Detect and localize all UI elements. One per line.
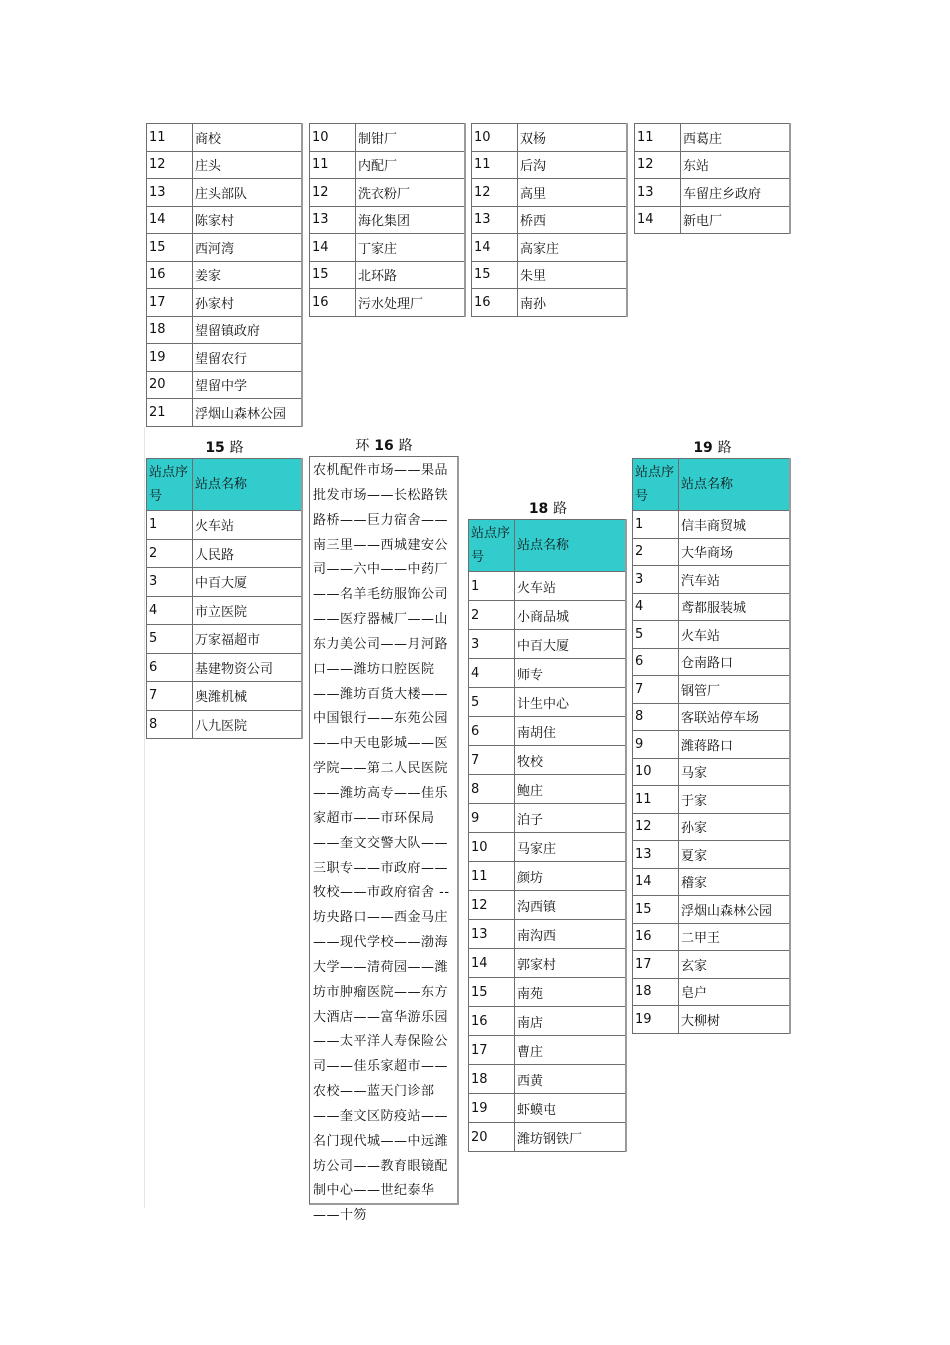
- table-row: [310, 124, 466, 152]
- station-seq: 19: [469, 1094, 515, 1123]
- station-name: 东站: [681, 151, 791, 179]
- station-seq: 21: [147, 399, 193, 427]
- station-name: 西黄: [515, 1065, 627, 1094]
- station-seq: 13: [633, 841, 679, 869]
- table-row: [310, 206, 466, 234]
- station-seq: 11: [635, 124, 681, 152]
- station-seq: 4: [147, 596, 193, 625]
- table-row: [469, 833, 627, 862]
- route16-stop-list: 农机配件市场——果品批发市场——长松路铁路桥——巨力宿舍——南三里——西城建安公司——六中——中药厂——名羊毛纺服饰公司——医疗器械厂——山东力美公司——月河路口——潍坊口腔医院——潍坊百货大楼——中国银行——东苑公园——中天电影城——医学院——第二人民医院——潍坊高专——佳乐家超市——市环保局——奎文交警大队——三职专——市政府——牧校——市政府宿舍 -- 坊央路口——西金马庄——现代学校——渤海大学——清荷园——潍坊市肿瘤医院——东方大酒店——富华游乐园——太平洋人寿保险公司——佳乐家超市——农校——蓝天门诊部——奎文区防疫站——名门现代城——中远潍坊公司——教育眼镜配制中心——世纪泰华——十笏: [309, 456, 459, 1205]
- table-row: [469, 949, 627, 978]
- station-seq: 9: [469, 804, 515, 833]
- station-name: 污水处理厂: [356, 289, 466, 317]
- table-row: [147, 344, 303, 372]
- table-row: [633, 703, 791, 731]
- route18-title-suffix: 路: [553, 501, 568, 517]
- top-table-route-c: [471, 123, 628, 317]
- station-name: 火车站: [515, 572, 627, 601]
- table-row: [633, 896, 791, 924]
- table-row: [633, 841, 791, 869]
- table-row: [469, 659, 627, 688]
- station-name: 人民路: [193, 539, 303, 568]
- station-name: 南沟西: [515, 920, 627, 949]
- station-name: 孙家: [679, 813, 791, 841]
- station-seq: 16: [633, 923, 679, 951]
- table-row: [472, 124, 628, 152]
- station-seq: 12: [469, 891, 515, 920]
- route16-title-num: 16: [374, 438, 394, 454]
- station-name: 车留庄乡政府: [681, 179, 791, 207]
- station-name: 孙家村: [193, 289, 303, 317]
- table-row: [310, 289, 466, 317]
- table-row: [147, 399, 303, 427]
- station-seq: 10: [633, 758, 679, 786]
- station-name: 颜坊: [515, 862, 627, 891]
- station-name: 西河湾: [193, 234, 303, 262]
- station-seq: 16: [469, 1007, 515, 1036]
- station-name: 泊子: [515, 804, 627, 833]
- table-row: [147, 625, 303, 654]
- table-row: [469, 688, 627, 717]
- station-seq: 5: [147, 625, 193, 654]
- station-name: 浮烟山森林公园: [193, 399, 303, 427]
- station-seq: 13: [469, 920, 515, 949]
- route19-title-num: 19: [693, 440, 713, 456]
- station-seq: 15: [147, 234, 193, 262]
- station-name: 南胡住: [515, 717, 627, 746]
- station-seq: 16: [310, 289, 356, 317]
- header-seq: 站点序号: [633, 459, 679, 511]
- table-row: [310, 179, 466, 207]
- table-row: [635, 179, 791, 207]
- route18-table: [468, 519, 627, 1152]
- header-name: 站点名称: [193, 459, 303, 511]
- station-name: 西葛庄: [681, 124, 791, 152]
- station-name: 基建物资公司: [193, 653, 303, 682]
- station-seq: 20: [469, 1123, 515, 1152]
- station-name: 洗衣粉厂: [356, 179, 466, 207]
- table-row: [469, 572, 627, 601]
- station-seq: 15: [633, 896, 679, 924]
- station-seq: 20: [147, 371, 193, 399]
- station-seq: 4: [633, 593, 679, 621]
- table-row: [469, 1123, 627, 1152]
- station-seq: 15: [472, 261, 518, 289]
- station-seq: 10: [469, 833, 515, 862]
- table-row: [147, 289, 303, 317]
- table-row: [147, 596, 303, 625]
- station-seq: 7: [469, 746, 515, 775]
- route18-title-num: 18: [528, 501, 549, 517]
- table-row: [635, 151, 791, 179]
- station-seq: 5: [469, 688, 515, 717]
- header-seq: 站点序号: [147, 459, 193, 511]
- station-name: 仓南路口: [679, 648, 791, 676]
- station-name: 火车站: [193, 511, 303, 540]
- station-seq: 13: [635, 179, 681, 207]
- station-seq: 2: [147, 539, 193, 568]
- station-name: 望留镇政府: [193, 316, 303, 344]
- station-name: 马家: [679, 758, 791, 786]
- station-name: 信丰商贸城: [679, 511, 791, 539]
- station-name: 计生中心: [515, 688, 627, 717]
- station-name: 牧校: [515, 746, 627, 775]
- station-seq: 13: [310, 206, 356, 234]
- station-seq: 5: [633, 621, 679, 649]
- station-seq: 17: [633, 951, 679, 979]
- table-row: [633, 868, 791, 896]
- table-row: [310, 261, 466, 289]
- station-name: 万家福超市: [193, 625, 303, 654]
- table-row: [469, 1065, 627, 1094]
- route16-title-prefix: 环: [355, 438, 370, 454]
- table-row: [472, 151, 628, 179]
- table-row: [472, 289, 628, 317]
- station-seq: 3: [147, 568, 193, 597]
- route15-title: [146, 437, 303, 457]
- station-name: 奥潍机械: [193, 682, 303, 711]
- station-seq: 3: [633, 566, 679, 594]
- station-seq: 12: [147, 151, 193, 179]
- station-seq: 7: [147, 682, 193, 711]
- station-seq: 7: [633, 676, 679, 704]
- table-row: [469, 862, 627, 891]
- table-row: [472, 261, 628, 289]
- station-name: 市立医院: [193, 596, 303, 625]
- station-name: 大柳树: [679, 1006, 791, 1034]
- station-name: 姜家: [193, 261, 303, 289]
- station-seq: 14: [635, 206, 681, 234]
- station-seq: 13: [472, 206, 518, 234]
- station-name: 海化集团: [356, 206, 466, 234]
- table-row: [633, 566, 791, 594]
- station-seq: 13: [147, 179, 193, 207]
- table-row: [310, 234, 466, 262]
- table-row: [469, 1036, 627, 1065]
- table-row: [147, 371, 303, 399]
- station-seq: 3: [469, 630, 515, 659]
- table-row: [633, 951, 791, 979]
- station-name: 鸢都服装城: [679, 593, 791, 621]
- top-table-route-a: [146, 123, 303, 427]
- station-name: 南孙: [518, 289, 628, 317]
- table-row: [633, 1006, 791, 1034]
- table-row: [633, 758, 791, 786]
- station-name: 沟西镇: [515, 891, 627, 920]
- table-row: [147, 261, 303, 289]
- station-name: 新电厂: [681, 206, 791, 234]
- station-seq: 19: [633, 1006, 679, 1034]
- station-seq: 9: [633, 731, 679, 759]
- station-name: 望留中学: [193, 371, 303, 399]
- station-seq: 6: [147, 653, 193, 682]
- station-name: 师专: [515, 659, 627, 688]
- station-seq: 12: [472, 179, 518, 207]
- station-seq: 4: [469, 659, 515, 688]
- table-row: [147, 234, 303, 262]
- table-row: [310, 151, 466, 179]
- station-seq: 14: [310, 234, 356, 262]
- station-seq: 14: [469, 949, 515, 978]
- station-name: 后沟: [518, 151, 628, 179]
- station-name: 潍蒋路口: [679, 731, 791, 759]
- station-seq: 17: [147, 289, 193, 317]
- station-name: 稽家: [679, 868, 791, 896]
- table-row: [633, 538, 791, 566]
- station-seq: 17: [469, 1036, 515, 1065]
- station-seq: 14: [472, 234, 518, 262]
- table-row: [147, 151, 303, 179]
- table-row: [147, 316, 303, 344]
- station-seq: 11: [633, 786, 679, 814]
- station-name: 双杨: [518, 124, 628, 152]
- station-name: 浮烟山森林公园: [679, 896, 791, 924]
- table-row: [633, 786, 791, 814]
- table-row: [147, 124, 303, 152]
- station-name: 鲍庄: [515, 775, 627, 804]
- station-seq: 15: [310, 261, 356, 289]
- station-name: 丁家庄: [356, 234, 466, 262]
- station-name: 钢管厂: [679, 676, 791, 704]
- station-seq: 12: [633, 813, 679, 841]
- table-row: [633, 731, 791, 759]
- top-table-route-b: [309, 123, 466, 317]
- station-seq: 6: [633, 648, 679, 676]
- station-seq: 12: [310, 179, 356, 207]
- route15-title-suffix: 路: [229, 440, 244, 456]
- table-row: [469, 717, 627, 746]
- station-name: 八九医院: [193, 710, 303, 739]
- table-row: [633, 978, 791, 1006]
- header-seq: 站点序号: [469, 520, 515, 572]
- station-name: 中百大厦: [193, 568, 303, 597]
- table-row: [469, 891, 627, 920]
- table-row: [147, 568, 303, 597]
- station-seq: 1: [147, 511, 193, 540]
- table-row: [469, 775, 627, 804]
- station-name: 夏家: [679, 841, 791, 869]
- route19-table: [632, 458, 791, 1034]
- station-name: 朱里: [518, 261, 628, 289]
- table-row: [469, 804, 627, 833]
- station-seq: 11: [310, 151, 356, 179]
- station-name: 陈家村: [193, 206, 303, 234]
- table-row: [469, 1007, 627, 1036]
- station-name: 桥西: [518, 206, 628, 234]
- station-seq: 8: [147, 710, 193, 739]
- station-name: 客联站停车场: [679, 703, 791, 731]
- table-row: [147, 539, 303, 568]
- table-row: [633, 648, 791, 676]
- station-name: 虾蟆屯: [515, 1094, 627, 1123]
- header-name: 站点名称: [679, 459, 791, 511]
- route15-table: [146, 458, 303, 739]
- station-name: 望留农行: [193, 344, 303, 372]
- table-row: [469, 630, 627, 659]
- route16-title: [309, 435, 459, 455]
- table-row: [472, 234, 628, 262]
- station-name: 中百大厦: [515, 630, 627, 659]
- station-seq: 2: [469, 601, 515, 630]
- station-name: 庄头部队: [193, 179, 303, 207]
- table-row: [147, 206, 303, 234]
- table-row: [635, 206, 791, 234]
- station-name: 皂户: [679, 978, 791, 1006]
- station-seq: 1: [633, 511, 679, 539]
- station-name: 郭家村: [515, 949, 627, 978]
- station-seq: 8: [469, 775, 515, 804]
- station-seq: 15: [469, 978, 515, 1007]
- table-row: [147, 710, 303, 739]
- station-name: 火车站: [679, 621, 791, 649]
- station-name: 内配厂: [356, 151, 466, 179]
- station-seq: 18: [469, 1065, 515, 1094]
- table-row: [147, 682, 303, 711]
- table-row: [147, 179, 303, 207]
- station-seq: 18: [633, 978, 679, 1006]
- station-seq: 11: [147, 124, 193, 152]
- table-row: [469, 978, 627, 1007]
- table-row: [633, 621, 791, 649]
- table-header-row: [469, 520, 627, 572]
- station-name: 二甲王: [679, 923, 791, 951]
- station-seq: 2: [633, 538, 679, 566]
- station-seq: 19: [147, 344, 193, 372]
- route19-title: [634, 437, 791, 457]
- station-seq: 14: [633, 868, 679, 896]
- station-seq: 12: [635, 151, 681, 179]
- station-name: 高家庄: [518, 234, 628, 262]
- station-seq: 11: [472, 151, 518, 179]
- table-row: [635, 124, 791, 152]
- station-seq: 11: [469, 862, 515, 891]
- table-row: [469, 601, 627, 630]
- table-header-row: [147, 459, 303, 511]
- page-guide-line: [144, 428, 145, 1208]
- table-row: [633, 676, 791, 704]
- table-row: [147, 653, 303, 682]
- top-table-route-d: [634, 123, 791, 234]
- station-seq: 14: [147, 206, 193, 234]
- table-row: [633, 813, 791, 841]
- station-seq: 10: [310, 124, 356, 152]
- station-name: 汽车站: [679, 566, 791, 594]
- table-row: [472, 179, 628, 207]
- station-seq: 8: [633, 703, 679, 731]
- table-row: [469, 1094, 627, 1123]
- station-name: 于家: [679, 786, 791, 814]
- station-name: 马家庄: [515, 833, 627, 862]
- station-name: 南苑: [515, 978, 627, 1007]
- table-row: [147, 511, 303, 540]
- route18-title: [468, 498, 628, 518]
- station-seq: 1: [469, 572, 515, 601]
- station-name: 大华商场: [679, 538, 791, 566]
- station-seq: 16: [147, 261, 193, 289]
- station-name: 南店: [515, 1007, 627, 1036]
- station-name: 庄头: [193, 151, 303, 179]
- station-name: 潍坊钢铁厂: [515, 1123, 627, 1152]
- station-name: 小商品城: [515, 601, 627, 630]
- table-header-row: [633, 459, 791, 511]
- table-row: [469, 920, 627, 949]
- station-name: 制钳厂: [356, 124, 466, 152]
- route16-title-suffix: 路: [398, 438, 413, 454]
- station-name: 北环路: [356, 261, 466, 289]
- table-row: [472, 206, 628, 234]
- station-name: 高里: [518, 179, 628, 207]
- station-seq: 10: [472, 124, 518, 152]
- station-seq: 16: [472, 289, 518, 317]
- station-seq: 6: [469, 717, 515, 746]
- table-row: [469, 746, 627, 775]
- header-name: 站点名称: [515, 520, 627, 572]
- route19-title-suffix: 路: [717, 440, 732, 456]
- station-name: 玄家: [679, 951, 791, 979]
- route15-title-num: 15: [205, 440, 225, 456]
- table-row: [633, 923, 791, 951]
- station-name: 商校: [193, 124, 303, 152]
- table-row: [633, 593, 791, 621]
- station-seq: 18: [147, 316, 193, 344]
- table-row: [633, 511, 791, 539]
- station-name: 曹庄: [515, 1036, 627, 1065]
